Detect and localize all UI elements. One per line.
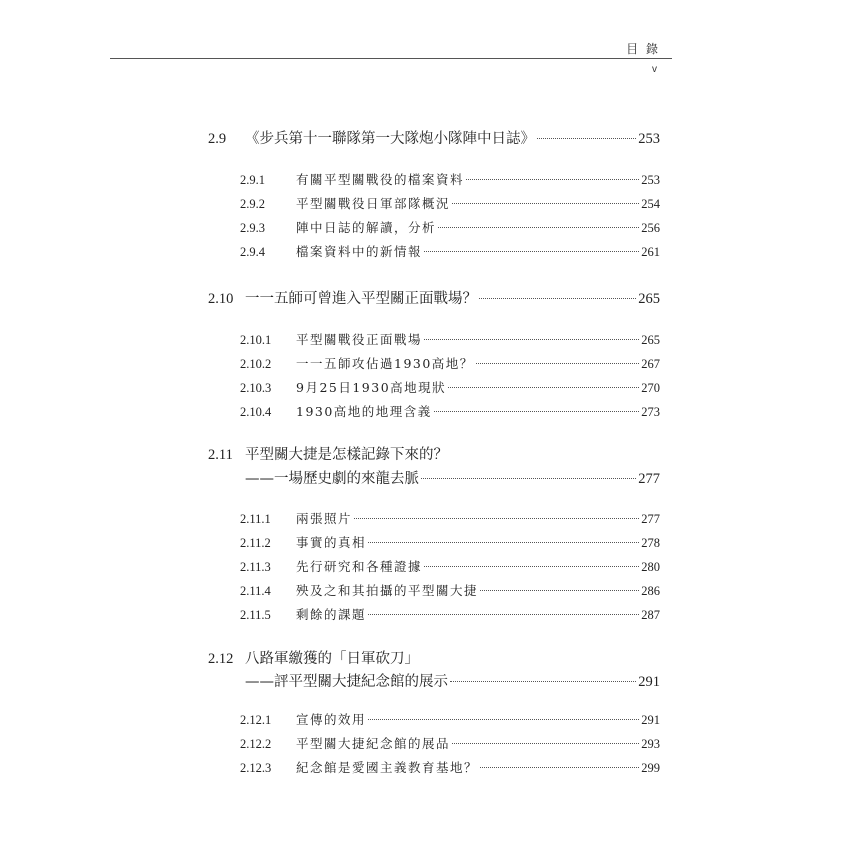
entry-number: 2.10 — [208, 291, 234, 307]
toc-entry-2-9-1[interactable] — [240, 170, 660, 188]
toc-entry-2-10[interactable] — [208, 287, 660, 308]
toc-entry-2-10-3[interactable] — [240, 378, 660, 396]
entry-page: 299 — [641, 761, 660, 775]
entry-number: 2.10.1 — [240, 333, 272, 347]
dot-leader — [354, 518, 639, 519]
entry-title: 兩張照片 — [296, 511, 353, 526]
entry-title: 9月25日1930高地現狀 — [296, 380, 447, 395]
toc-entry-2-9-4[interactable] — [240, 242, 660, 260]
dot-leader — [421, 478, 636, 479]
dot-leader — [438, 227, 639, 228]
entry-title: 剩餘的課題 — [296, 607, 367, 622]
dot-leader — [434, 411, 639, 412]
entry-page: 277 — [641, 512, 660, 526]
entry-number: 2.12 — [208, 651, 234, 667]
dot-leader — [476, 363, 639, 364]
entry-page: 254 — [641, 197, 660, 211]
header-rule — [110, 58, 672, 59]
entry-number: 2.9.1 — [240, 173, 265, 187]
entry-number: 2.9.2 — [240, 197, 265, 211]
toc-entry-2-11-2[interactable] — [240, 533, 660, 551]
entry-number: 2.12.2 — [240, 737, 272, 751]
entry-title: 一一五師攻佔過1930高地？ — [296, 356, 474, 371]
toc-entry-2-12-3[interactable] — [240, 758, 660, 776]
entry-number: 2.11.3 — [240, 560, 271, 574]
entry-page: 287 — [641, 608, 660, 622]
entry-page: 265 — [641, 333, 660, 347]
entry-number: 2.12.3 — [240, 761, 272, 775]
entry-page: 278 — [641, 536, 660, 550]
entry-number: 2.12.1 — [240, 713, 272, 727]
entry-page: 261 — [641, 245, 660, 259]
toc-entry-2-11-5[interactable] — [240, 605, 660, 623]
entry-page: 273 — [641, 405, 660, 419]
entry-number: 2.11.2 — [240, 536, 271, 550]
running-title: 目 錄 — [626, 42, 660, 56]
entry-number: 2.11.1 — [240, 512, 271, 526]
dot-leader — [424, 251, 639, 252]
entry-number: 2.9.4 — [240, 245, 265, 259]
toc-entry-2-10-2[interactable] — [240, 354, 660, 372]
toc-entry-2-12[interactable] — [208, 647, 660, 668]
entry-title: 1930高地的地理含義 — [296, 404, 432, 419]
entry-page: 253 — [638, 131, 660, 147]
dot-leader — [537, 138, 636, 139]
dot-leader — [452, 203, 639, 204]
entry-page: 280 — [641, 560, 660, 574]
dot-leader — [452, 743, 639, 744]
entry-page: 270 — [641, 381, 660, 395]
entry-title: 檔案資料中的新情報 — [296, 244, 423, 259]
toc-entry-2-11-subtitle[interactable] — [245, 467, 660, 488]
entry-page: 291 — [638, 674, 660, 690]
entry-number: 2.9 — [208, 131, 227, 147]
entry-page: 256 — [641, 221, 660, 235]
toc-entry-2-9-3[interactable] — [240, 218, 660, 236]
dot-leader — [368, 542, 639, 543]
entry-title: 紀念館是愛國主義教育基地？ — [296, 760, 479, 775]
entry-title: 一一五師可曾進入平型關正面戰場？ — [245, 291, 477, 307]
toc-entry-2-9-2[interactable] — [240, 194, 660, 212]
dot-leader — [368, 614, 639, 615]
dot-leader — [424, 566, 639, 567]
entry-title: 平型關大捷是怎樣記錄下來的？ — [245, 447, 448, 463]
entry-page: 293 — [641, 737, 660, 751]
toc-entry-2-12-1[interactable] — [240, 710, 660, 728]
entry-page: 267 — [641, 357, 660, 371]
dot-leader — [368, 719, 639, 720]
toc-entry-2-9[interactable] — [208, 127, 660, 148]
entry-page: 286 — [641, 584, 660, 598]
toc-entry-2-12-2[interactable] — [240, 734, 660, 752]
entry-page: 265 — [638, 291, 660, 307]
entry-subtitle: ——評平型關大捷紀念館的展示 — [245, 674, 448, 690]
entry-title: 《步兵第十一聯隊第一大隊炮小隊陣中日誌》 — [245, 131, 535, 147]
entry-title: 平型關大捷紀念館的展品 — [296, 736, 451, 751]
dot-leader — [479, 298, 636, 299]
entry-number: 2.10.2 — [240, 357, 272, 371]
entry-page: 291 — [641, 713, 660, 727]
toc-entry-2-11[interactable] — [208, 443, 660, 464]
entry-title: 殃及之和其拍攝的平型關大捷 — [296, 583, 479, 598]
entry-number: 2.11 — [208, 447, 233, 463]
toc-entry-2-11-3[interactable] — [240, 557, 660, 575]
page-number: v — [652, 64, 657, 75]
entry-page: 253 — [641, 173, 660, 187]
toc-entry-2-10-4[interactable] — [240, 402, 660, 420]
entry-title: 平型關戰役正面戰場 — [296, 332, 423, 347]
entry-title: 陣中日誌的解讀，分析 — [296, 220, 437, 235]
entry-number: 2.11.4 — [240, 584, 271, 598]
dot-leader — [448, 387, 639, 388]
entry-number: 2.11.5 — [240, 608, 271, 622]
dot-leader — [480, 767, 639, 768]
toc-entry-2-10-1[interactable] — [240, 330, 660, 348]
toc-entry-2-12-subtitle[interactable] — [245, 670, 660, 691]
entry-title: 八路軍繳獲的「日軍砍刀」 — [245, 651, 419, 667]
entry-subtitle: ——一場歷史劇的來龍去脈 — [245, 471, 419, 487]
entry-title: 有關平型關戰役的檔案資料 — [296, 172, 465, 187]
toc-entry-2-11-4[interactable] — [240, 581, 660, 599]
entry-title: 宣傳的效用 — [296, 712, 367, 727]
entry-page: 277 — [638, 471, 660, 487]
entry-title: 平型關戰役日軍部隊概況 — [296, 196, 451, 211]
dot-leader — [466, 179, 639, 180]
entry-number: 2.9.3 — [240, 221, 265, 235]
dot-leader — [450, 681, 636, 682]
entry-title: 事實的真相 — [296, 535, 367, 550]
entry-number: 2.10.4 — [240, 405, 272, 419]
entry-number: 2.10.3 — [240, 381, 272, 395]
entry-title: 先行研究和各種證據 — [296, 559, 423, 574]
toc-entry-2-11-1[interactable] — [240, 509, 660, 527]
dot-leader — [480, 590, 639, 591]
dot-leader — [424, 339, 639, 340]
